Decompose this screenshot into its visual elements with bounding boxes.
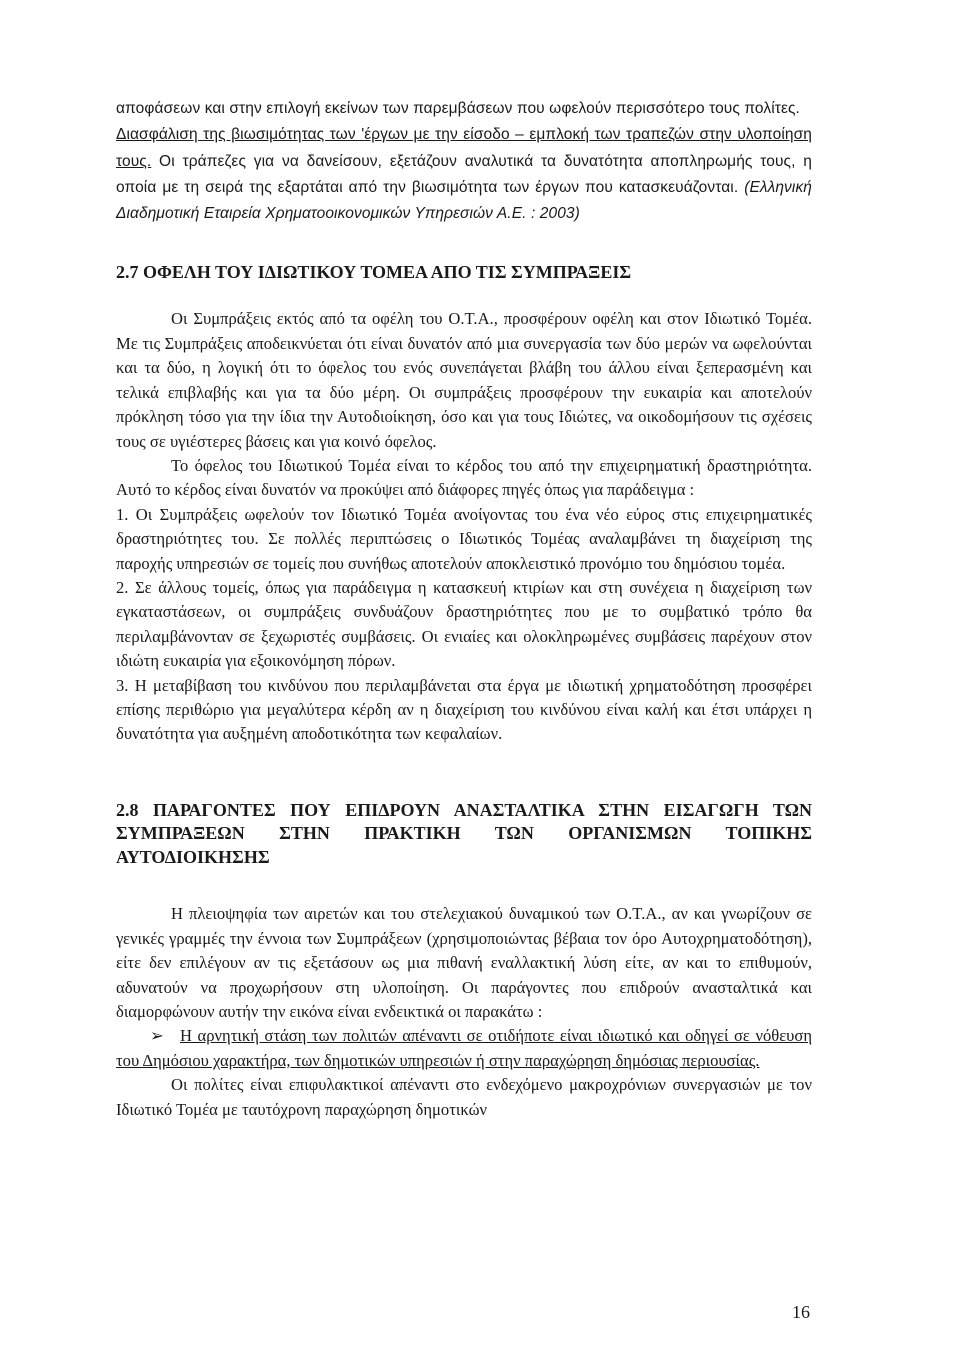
paragraph: Οι Συμπράξεις εκτός από τα οφέλη του Ο.Τ.Α., προσφέρουν οφέλη και στον Ιδιωτικό Τομέα. Με τις Συμπράξεις αποδεικνύεται ότι είναι δυνατόν από μια συνεργασία των δύο μερών να ωφελούνται και τα δύο, η λογική ότι το όφελος του ενός συνεπάγεται βλάβη του άλλου είναι ξεπερασμένη και τελικά επιβλαβής και για τα δύο μέρη. Οι συμπράξεις προσφέρουν την ευκαιρία και αποτελούν πρόκληση τόσο για την ίδια την Αυτοδιοίκηση, όσο και για τους Ιδιώτες, να οικοδομήσουν τις σχέσεις τους σε υγιέστερες βάσεις και για κοινό όφελος. (116, 309, 812, 451)
page-number: 16 (792, 1302, 810, 1322)
paragraph: Η πλειοψηφία των αιρετών και του στελεχιακού δυναμικού των Ο.Τ.Α., αν και γνωρίζουν σε γενικές γραμμές την έννοια των Συμπράξεων (χρησιμοποιώντας βέβαια τον όρο Αυτοχρηματοδότηση), είτε δεν επιλέγουν αν τις εξετάσουν ως μια πιθανή εναλλακτική λύση είτε, αν και το επιθυμούν, αδυνατούν να προχωρήσουν στη υλοποίηση. Οι παράγοντες που επιδρούν ανασταλτικά και διαμορφώνουν αυτήν την εικόνα είναι ενδεικτικά οι παρακάτω : (116, 904, 812, 1021)
intro-paragraph (116, 96, 812, 227)
intro-rest: Οι τράπεζες για να δανείσουν, εξετάζουν αναλυτικά τα δυνατότητα αποπληρωμής τους, η οποία με τη σειρά της εξαρτάται από την βιωσιμότητα των έργων που κατασκευάζονται. (116, 152, 812, 196)
underlined-phrase: Διασφάλιση της βιωσιμότητας των 'έργων με την είσοδο – εμπλοκή των τραπεζών στην υλοποίηση τους. (116, 126, 812, 170)
bullet-item (116, 1024, 812, 1073)
list-item: 2. Σε άλλους τομείς, όπως για παράδειγμα η κατασκευή κτιρίων και στη συνέχεια η διαχείριση των εγκαταστάσεων, οι συμπράξεις συνδυάζουν δραστηριότητες που με το συμβατικό τρόπο θα περιλαμβάνονταν σε ξεχωριστές συμβάσεις. Οι ενιαίες και ολοκληρωμένες συμβάσεις παρέχουν στον ιδιώτη ευκαιρία για εξοικονόμηση πόρων. (116, 577, 812, 671)
intro-line: αποφάσεων και στην επιλογή εκείνων των παρεμβάσεων που ωφελούν περισσότερο τους πολίτες. (116, 100, 800, 117)
bullet-text: Η αρνητική στάση των πολιτών απέναντι σε οτιδήποτε είναι ιδιωτικό και οδηγεί σε νόθευση του Δημόσιου χαρακτήρα, των δημοτικών υπηρεσιών ή στην παραχώρηση δημόσιας περιουσίας. (116, 1026, 812, 1070)
document-page (116, 96, 812, 1122)
list-item: 3. Η μεταβίβαση του κινδύνου που περιλαμβάνεται στα έργα με ιδιωτική χρηματοδότηση προσφέρει επίσης περιθώριο για μεγαλύτερα κέρδη αν η διαχείριση του κινδύνου είναι καλή και έτσι υπάρχει η δυνατότητα για αυξημένη αποδοτικότητα των κεφαλαίων. (116, 675, 812, 744)
section-heading-2-7: 2.7 ΟΦΕΛΗ ΤΟΥ ΙΔΙΩΤΙΚΟΥ ΤΟΜΕΑ ΑΠΟ ΤΙΣ ΣΥΜΠΡΑΞΕΙΣ (116, 262, 632, 283)
list-item: 1. Οι Συμπράξεις ωφελούν τον Ιδιωτικό Τομέα ανοίγοντας του ένα νέο εύρος στις επιχειρηματικές δραστηριότητες του. Σε πολλές περιπτώσεις ο Ιδιωτικός Τομέας αναλαμβάνει τη διαχείριση της παροχής υπηρεσιών σε τομείς που συνήθως αποτελούν αποκλειστικό προνόμιο του δημόσιου τομέα. (116, 504, 812, 573)
section-heading-2-8: 2.8 ΠΑΡΑΓΟΝΤΕΣ ΠΟΥ ΕΠΙΔΡΟΥΝ ΑΝΑΣΤΑΛΤΙΚΑ ΣΤΗΝ ΕΙΣΑΓΩΓΗ ΤΩΝ ΣΥΜΠΡΑΞΕΩΝ ΣΤΗΝ ΠΡΑΚΤΙΚΗ ΤΩΝ ΟΡΓΑΝΙΣΜΩΝ ΤΟΠΙΚΗΣ ΑΥΤΟΔΙΟΙΚΗΣΗΣ (116, 799, 812, 867)
arrow-bullet-icon: ➢ (150, 1026, 164, 1046)
citation: (Ελληνική Διαδημοτική Εταιρεία Χρηματοοικονομικών Υπηρεσιών Α.Ε. : 2003) (116, 178, 812, 223)
paragraph: Το όφελος του Ιδιωτικού Τομέα είναι το κέρδος του από την επιχειρηματική δραστηριότητα. Αυτό το κέρδος είναι δυνατόν να προκύψει από διάφορες πηγές όπως για παράδειγμα : (116, 455, 812, 500)
paragraph: Οι πολίτες είναι επιφυλακτικοί απέναντι στο ενδεχόμενο μακροχρόνιων συνεργασιών με τον Ιδιωτικό Τομέα με ταυτόχρονη παραχώρηση δημοτικών (116, 1075, 812, 1119)
